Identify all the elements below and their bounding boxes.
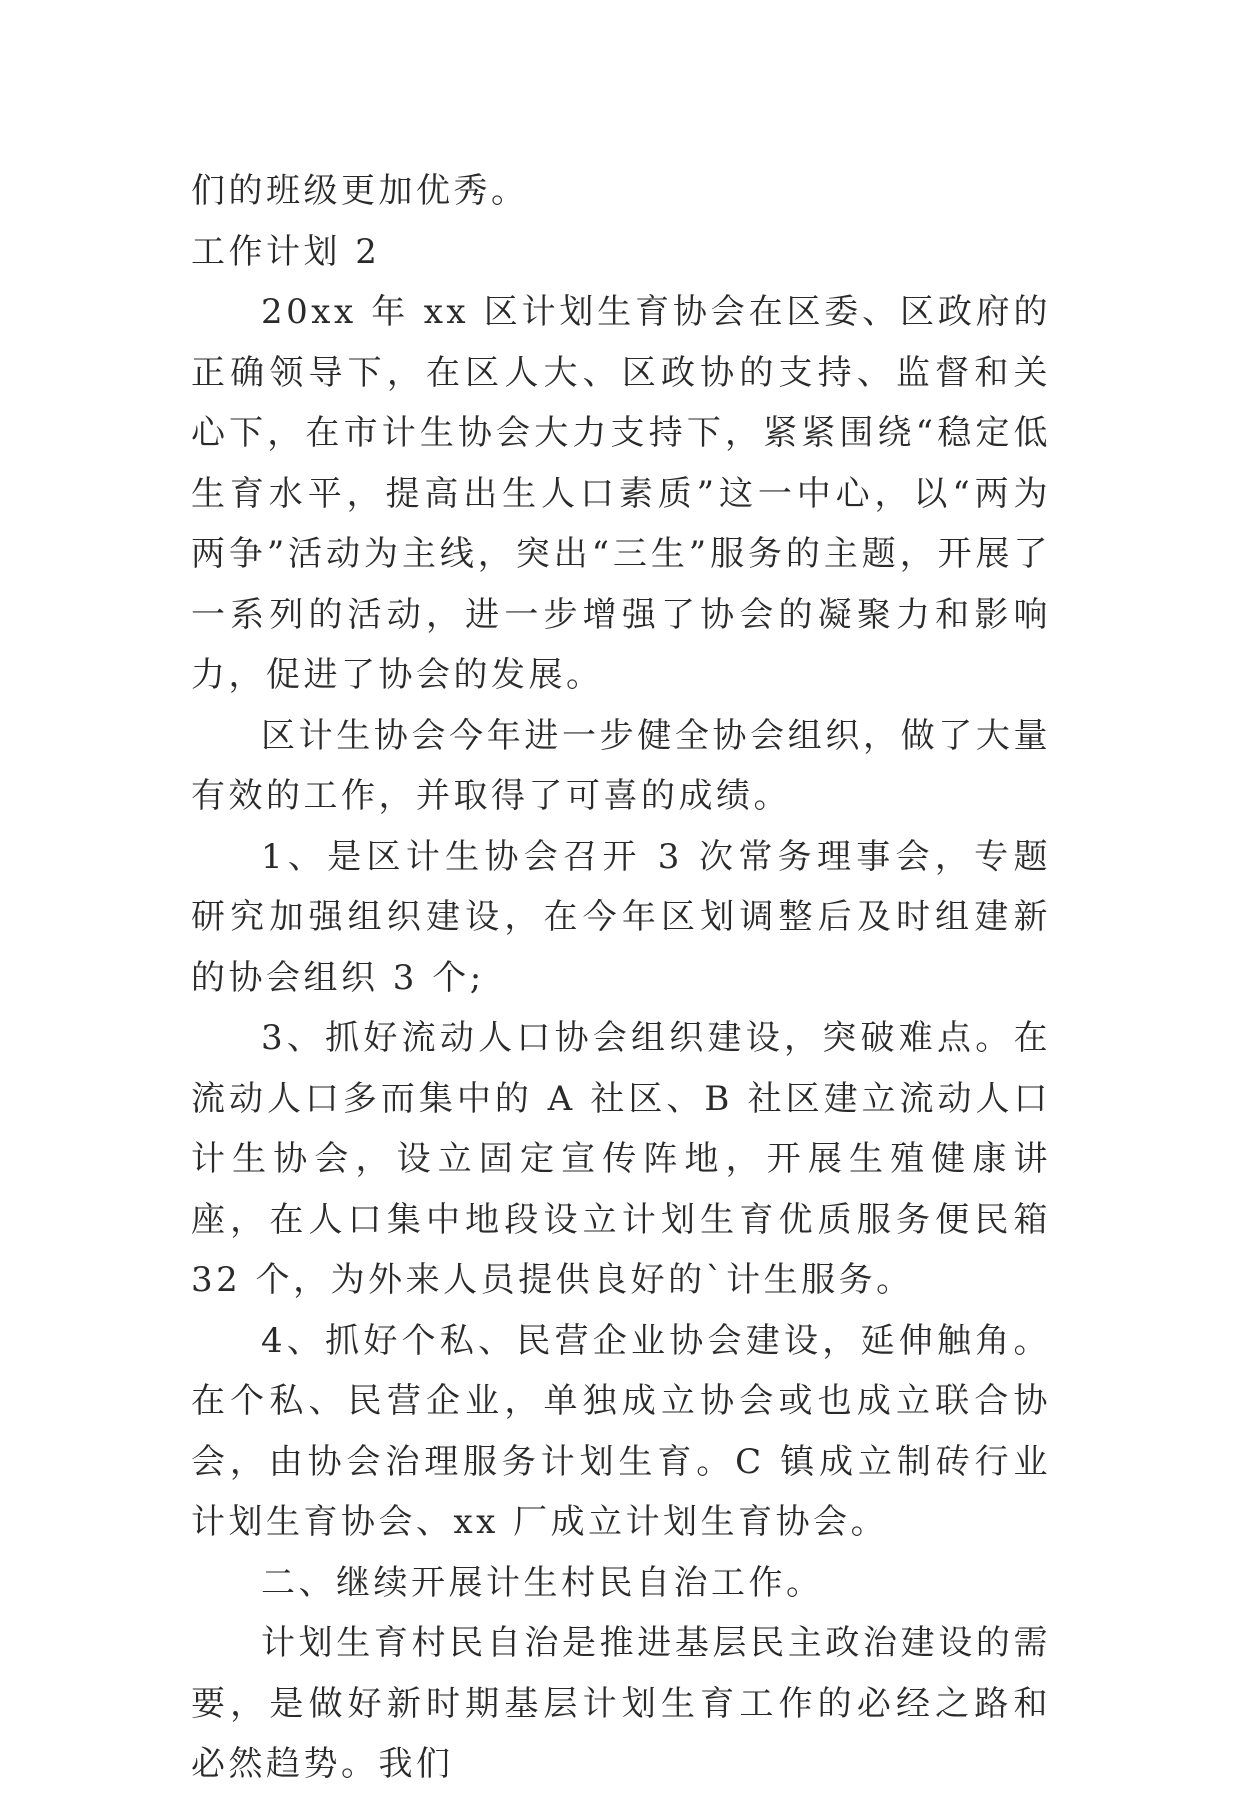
section-heading: 工作计划 2: [191, 231, 381, 272]
paragraph-item-1: 1、是区计生协会召开 3 次常务理事会，专题研究加强组织建设，在今年区划调整后及时组建新的协会组织 3 个;: [191, 836, 1051, 998]
paragraph-continuation: 们的班级更加优秀。: [191, 171, 529, 211]
paragraph-item-3: 3、抓好流动人口协会组织建设，突破难点。在流动人口多而集中的 A 社区、B 社区建立流动人口计生协会，设立固定宣传阵地，开展生殖健康讲座，在人口集中地段设立计划生育优质服务便民箱 32 个，为外来人员提供良好的`计生服务。: [191, 1018, 1051, 1300]
paragraph-section-2-body: 计划生育村民自治是推进基层民主政治建设的需要，是做好新时期基层计划生育工作的必经之路和必然趋势。我们: [191, 1623, 1051, 1784]
paragraph-section-2-heading: 二、继续开展计生村民自治工作。: [261, 1562, 824, 1603]
paragraph-intro: 20xx 年 xx 区计划生育协会在区委、区政府的正确领导下，在区人大、区政协的支持、监督和关心下，在市计生协会大力支持下，紧紧围绕“稳定低生育水平，提高出生人口素质”这一中心，以“两为两争”活动为主线，突出“三生”服务的主题，开展了一系列的活动，进一步增强了协会的凝聚力和影响力，促进了协会的发展。: [191, 292, 1051, 695]
paragraph-item-4: 4、抓好个私、民营企业协会建设，延伸触角。在个私、民营企业，单独成立协会或也成立联合协会，由协会治理服务计划生育。C 镇成立制砖行业计划生育协会、xx 厂成立计划生育协会。: [191, 1320, 1051, 1542]
document-body: [191, 161, 1051, 1795]
paragraph-summary: 区计生协会今年进一步健全协会组织，做了大量有效的工作，并取得了可喜的成绩。: [191, 715, 1051, 816]
